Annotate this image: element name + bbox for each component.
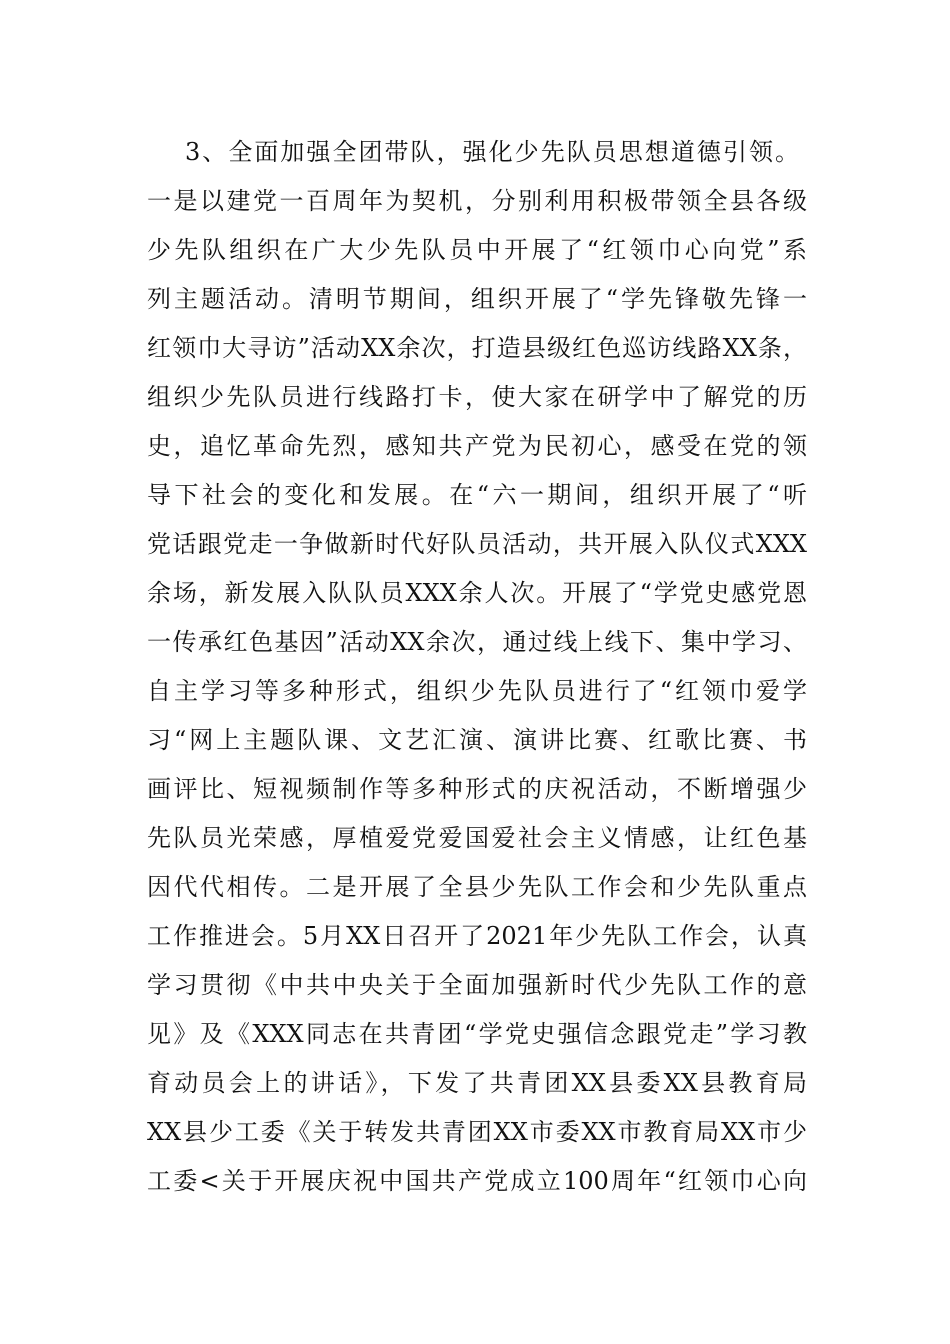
text-line: 组织少先队员进行线路打卡，使大家在研学中了解党的历	[147, 383, 807, 411]
text-line: 列主题活动。清明节期间，组织开展了“学先锋敬先锋一	[147, 285, 807, 313]
text-line: 少先队组织在广大少先队员中开展了“红领巾心向党”系	[147, 236, 807, 264]
text-line: 自主学习等多种形式，组织少先队员进行了“红领巾爱学	[147, 677, 807, 705]
text-line: 学习贯彻《中共中央关于全面加强新时代少先队工作的意	[147, 971, 807, 999]
text-line: 育动员会上的讲话》，下发了共青团XX县委XX县教育局	[147, 1069, 807, 1097]
text-line: 3、全面加强全团带队，强化少先队员思想道德引领。	[185, 138, 799, 166]
text-line: XX县少工委《关于转发共青团XX市委XX市教育局XX市少	[147, 1118, 807, 1146]
text-line: 余场，新发展入队队员XXX余人次。开展了“学党史感党恩	[147, 579, 807, 607]
text-line: 党话跟党走一争做新时代好队员活动，共开展入队仪式XXX	[147, 530, 807, 558]
text-line: 一是以建党一百周年为契机，分别利用积极带领全县各级	[147, 187, 807, 215]
text-line: 习“网上主题队课、文艺汇演、演讲比赛、红歌比赛、书	[147, 726, 807, 754]
text-line: 一传承红色基因”活动XX余次，通过线上线下、集中学习、	[147, 628, 807, 656]
text-line: 先队员光荣感，厚植爱党爱国爱社会主义情感，让红色基	[147, 824, 807, 852]
text-line: 工委<关于开展庆祝中国共产党成立100周年“红领巾心向	[147, 1167, 807, 1195]
text-line: 见》及《XXX同志在共青团“学党史强信念跟党走”学习教	[147, 1020, 807, 1048]
text-line: 导下社会的变化和发展。在“六一期间，组织开展了“听	[147, 481, 807, 509]
text-line: 红领巾大寻访”活动XX余次，打造县级红色巡访线路XX条，	[147, 334, 807, 362]
text-line: 史，追忆革命先烈，感知共产党为民初心，感受在党的领	[147, 432, 807, 460]
text-line: 画评比、短视频制作等多种形式的庆祝活动，不断增强少	[147, 775, 807, 803]
text-line: 工作推进会。5月XX日召开了2021年少先队工作会，认真	[147, 922, 807, 950]
text-line: 因代代相传。二是开展了全县少先队工作会和少先队重点	[147, 873, 807, 901]
